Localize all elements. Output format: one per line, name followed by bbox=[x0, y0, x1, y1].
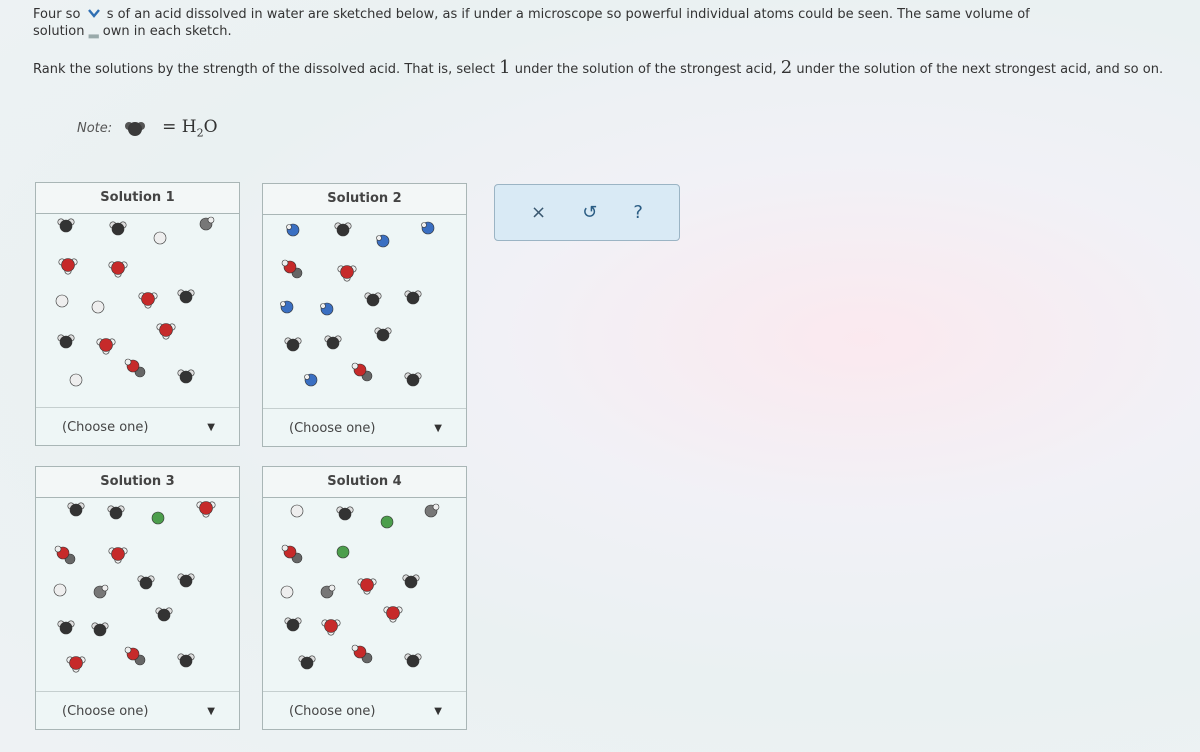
intro-line2b: own in each sketch. bbox=[102, 24, 232, 39]
chevron-down-icon[interactable] bbox=[87, 6, 101, 20]
blue-molecule bbox=[377, 235, 390, 247]
solution-1-rank-select[interactable]: (Choose one) ▼ bbox=[36, 407, 239, 445]
solution-1-sketch bbox=[36, 213, 239, 408]
water-molecule bbox=[365, 293, 381, 306]
hydronium-molecule bbox=[338, 266, 356, 282]
blue-molecule bbox=[321, 303, 334, 315]
water-molecule bbox=[325, 336, 341, 349]
solution-4-rank-select[interactable]: (Choose one) ▼ bbox=[263, 691, 466, 729]
solution-3-sketch bbox=[36, 497, 239, 692]
blue-molecule bbox=[422, 222, 435, 234]
rank-number-1: 1 bbox=[499, 57, 511, 78]
oh-molecule bbox=[94, 585, 108, 598]
answer-toolbar bbox=[494, 184, 680, 241]
blue-molecule bbox=[305, 374, 318, 386]
water-molecule bbox=[285, 618, 301, 631]
intro-text: Four so s of an acid dissolved in water are sketched below, as if under a microscope so powerful individual atoms could be seen. The same volume of solution ▂ own in each sketch. bbox=[33, 7, 1030, 39]
dropdown-arrow-icon: ▼ bbox=[434, 706, 442, 717]
acid-molecule bbox=[352, 645, 372, 663]
solution-2-panel bbox=[262, 183, 467, 447]
water-molecule bbox=[405, 373, 421, 386]
acid-molecule bbox=[282, 545, 302, 563]
help-icon[interactable]: ? bbox=[633, 202, 643, 223]
water-molecule bbox=[138, 576, 154, 589]
hydronium-molecule bbox=[322, 620, 340, 636]
acid-molecule bbox=[125, 359, 145, 377]
hydronium-molecule bbox=[67, 657, 85, 673]
water-molecule bbox=[58, 219, 74, 232]
undo-icon[interactable]: ↺ bbox=[582, 202, 598, 223]
clear-icon[interactable]: × bbox=[531, 202, 547, 223]
acid-molecule bbox=[352, 363, 372, 381]
water-molecule bbox=[285, 338, 301, 351]
solution-1-panel bbox=[35, 182, 240, 446]
hydronium-molecule bbox=[97, 339, 115, 355]
solution-2-rank-select[interactable]: (Choose one) ▼ bbox=[263, 408, 466, 446]
solution-2-sketch bbox=[263, 214, 466, 409]
hydronium-molecule bbox=[59, 259, 77, 275]
acid-molecule bbox=[125, 647, 145, 665]
hydronium-molecule bbox=[384, 607, 402, 623]
water-molecule bbox=[110, 222, 126, 235]
rank-number-2: 2 bbox=[780, 57, 793, 78]
hatom-molecule bbox=[154, 232, 166, 244]
instructions bbox=[33, 59, 1183, 79]
water-molecule bbox=[335, 223, 351, 236]
instructions-part1: Rank the solutions by the strength of the dissolved acid. That is, select bbox=[33, 62, 495, 77]
note bbox=[77, 117, 218, 139]
hydronium-molecule bbox=[139, 293, 157, 309]
water-molecule-icon bbox=[122, 118, 148, 138]
water-molecule bbox=[58, 335, 74, 348]
instructions-part2: under the solution of the strongest acid, bbox=[514, 62, 777, 77]
water-molecule bbox=[178, 574, 194, 587]
water-molecule bbox=[405, 654, 421, 667]
hatom-molecule bbox=[281, 586, 293, 598]
hydronium-molecule bbox=[109, 262, 127, 278]
water-molecule bbox=[108, 506, 124, 519]
water-molecule bbox=[178, 370, 194, 383]
oh-molecule bbox=[200, 217, 214, 230]
water-molecule bbox=[403, 575, 419, 588]
solution-3-title: Solution 3 bbox=[36, 467, 239, 498]
acid-molecule bbox=[282, 260, 302, 278]
water-molecule bbox=[178, 290, 194, 303]
intro-line2a: solution bbox=[33, 24, 85, 39]
water-molecule bbox=[156, 608, 172, 621]
note-label: Note: bbox=[77, 120, 113, 136]
green-molecule bbox=[152, 512, 164, 524]
blue-molecule bbox=[281, 301, 294, 313]
oh-molecule bbox=[321, 585, 335, 598]
solution-4-sketch bbox=[263, 497, 466, 692]
water-molecule bbox=[178, 654, 194, 667]
water-molecule bbox=[299, 656, 315, 669]
acid-molecule bbox=[55, 546, 75, 564]
hatom-molecule bbox=[70, 374, 82, 386]
instructions-part3: under the solution of the next strongest acid, and so on. bbox=[796, 62, 1164, 77]
hydronium-molecule bbox=[109, 548, 127, 564]
hydronium-molecule bbox=[358, 579, 376, 595]
intro-prefix: Four so bbox=[33, 7, 81, 22]
hatom-molecule bbox=[92, 301, 104, 313]
hatom-molecule bbox=[54, 584, 66, 596]
solution-3-panel bbox=[35, 466, 240, 730]
water-molecule bbox=[58, 621, 74, 634]
oh-molecule bbox=[425, 504, 439, 517]
green-molecule bbox=[337, 546, 349, 558]
solution-3-rank-select[interactable]: (Choose one) ▼ bbox=[36, 691, 239, 729]
blue-molecule bbox=[287, 224, 300, 236]
water-molecule bbox=[68, 503, 84, 516]
hydronium-molecule bbox=[197, 502, 215, 518]
solution-4-panel bbox=[262, 466, 467, 730]
hatom-molecule bbox=[56, 295, 68, 307]
water-molecule bbox=[405, 291, 421, 304]
hydronium-molecule bbox=[157, 324, 175, 340]
water-molecule bbox=[375, 328, 391, 341]
dropdown-arrow-icon: ▼ bbox=[434, 423, 442, 434]
water-formula: = $H_2O$ bbox=[162, 117, 218, 140]
solution-2-title: Solution 2 bbox=[263, 184, 466, 215]
solution-1-title: Solution 1 bbox=[36, 183, 239, 214]
green-molecule bbox=[381, 516, 393, 528]
solution-4-title: Solution 4 bbox=[263, 467, 466, 498]
dropdown-arrow-icon: ▼ bbox=[207, 706, 215, 717]
water-molecule bbox=[337, 507, 353, 520]
intro-suffix: s of an acid dissolved in water are sketched below, as if under a microscope so powerful individual atoms could be seen. The same volume of bbox=[106, 7, 1030, 22]
water-molecule bbox=[92, 623, 108, 636]
dropdown-arrow-icon: ▼ bbox=[207, 422, 215, 433]
hatom-molecule bbox=[291, 505, 303, 517]
